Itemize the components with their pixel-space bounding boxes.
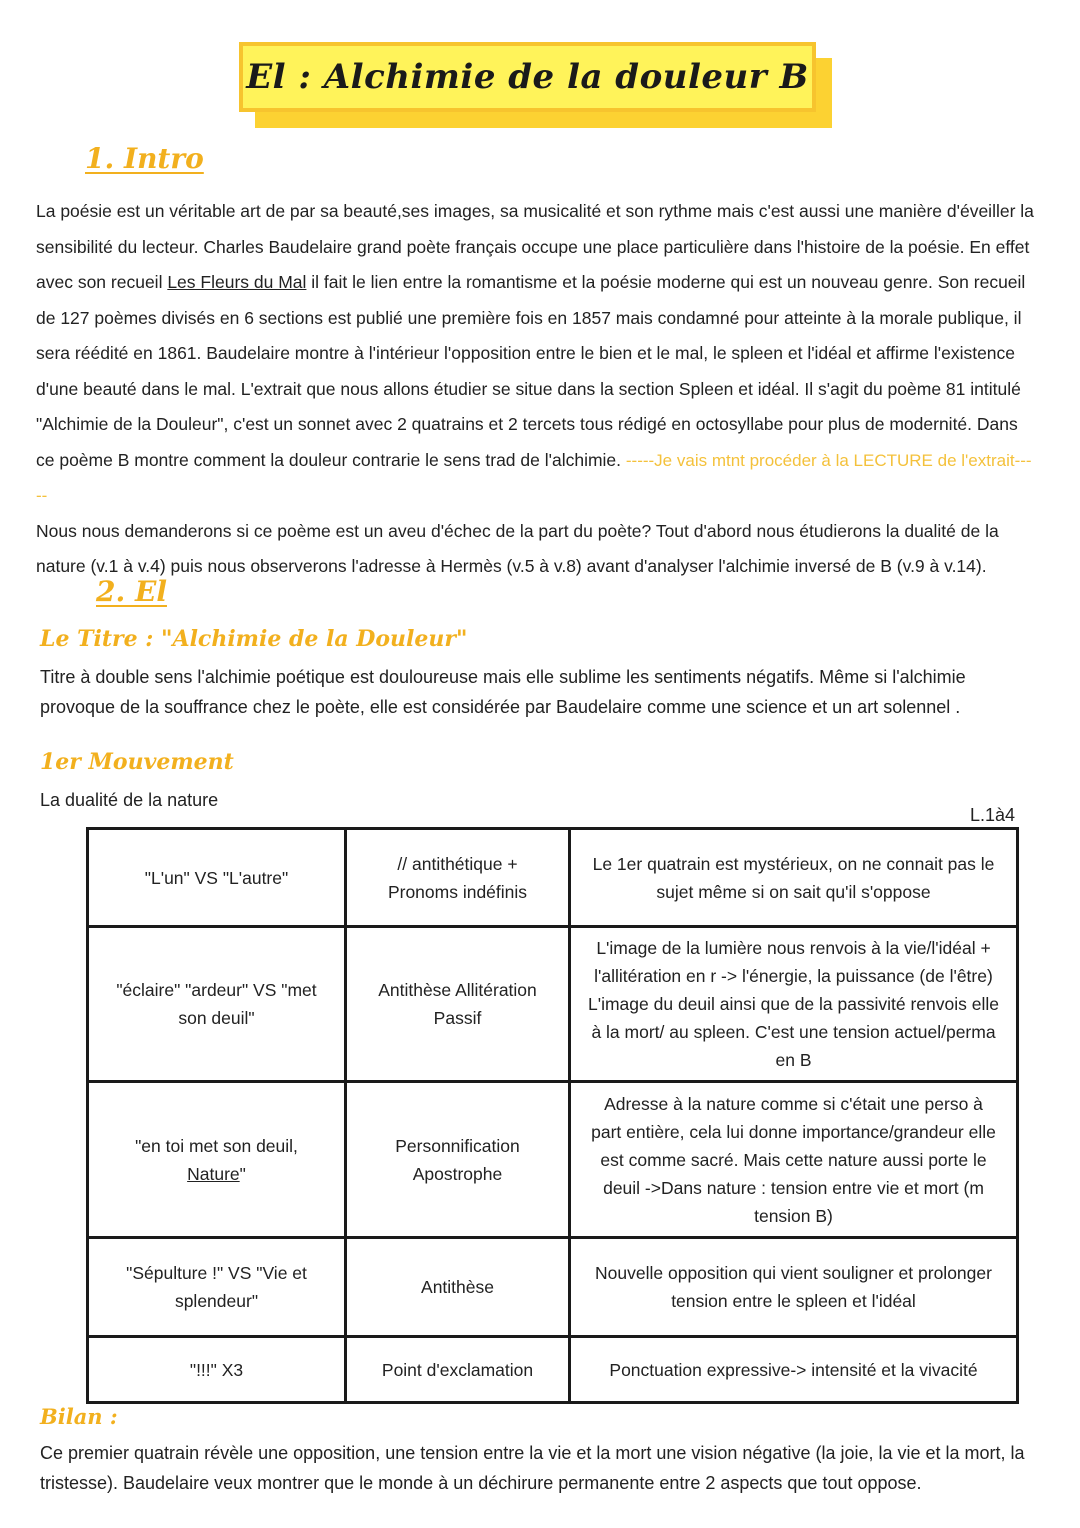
- table-row: [88, 1082, 1018, 1238]
- device-cell: Point d'exclamation: [346, 1337, 570, 1403]
- quote-cell: "!!!" X3: [88, 1337, 346, 1403]
- table-row: [88, 1238, 1018, 1337]
- quote-text-b: ": [239, 1163, 246, 1184]
- movement-subtitle: La dualité de la nature: [40, 790, 219, 810]
- intro-text-a: La poésie est un véritable art de par sa beauté,ses images, sa musicalité et son rythme mais c'est aussi une manière d'éveiller la sensibilité du lecteur. Charles Baudelaire grand poète français occupe une place particulière dans l'histoire de la poésie. En effet avec son recueil: [36, 201, 1034, 292]
- table-row: [88, 927, 1018, 1082]
- title-banner: [239, 42, 816, 112]
- analysis-cell: Adresse à la nature comme si c'était une perso à part entière, cela lui donne importance/grandeur elle est comme sacré. Mais cette nature aussi porte le deuil ->Dans nature : tension entre vie et mort (m tension B): [570, 1082, 1018, 1238]
- page-title: El : Alchimie de la douleur B: [246, 57, 809, 97]
- analysis-cell: L'image de la lumière nous renvois à la vie/l'idéal + l'allitération en r -> l'énergie, la puissance (de l'être) L'image du deuil ainsi que de la passivité renvois elle à la mort/ au spleen. C'est une tension actuel/perma en B: [570, 927, 1018, 1082]
- el-heading: 2. El: [96, 575, 167, 608]
- quote-cell: [88, 1082, 346, 1238]
- device-cell: // antithétique + Pronoms indéfinis: [346, 829, 570, 927]
- intro-heading: 1. Intro: [85, 142, 204, 175]
- lines-reference: L.1à4: [970, 805, 1016, 825]
- quote-cell: "éclaire" "ardeur" VS "met son deuil": [88, 927, 346, 1082]
- problematic-text: Nous nous demanderons si ce poème est un aveu d'échec de la part du poète? Tout d'abord nous étudierons la dualité de la nature (v.1 à v.4) puis nous observerons l'adresse à Hermès (v.5 à v.8) avant d'analyser l'alchimie inversé de B (v.9 à v.14).: [36, 520, 999, 576]
- book-title: Les Fleurs du Mal: [167, 272, 307, 292]
- quote-text-a: "en toi met son deuil,: [135, 1135, 298, 1156]
- table-row: [88, 829, 1018, 927]
- device-cell: Antithèse: [346, 1238, 570, 1337]
- bilan-heading: Bilan :: [40, 1404, 118, 1429]
- quote-cell: "Sépulture !" VS "Vie et splendeur": [88, 1238, 346, 1337]
- analysis-cell: Ponctuation expressive-> intensité et la vivacité: [570, 1337, 1018, 1403]
- quote-nature: Nature: [187, 1163, 240, 1184]
- device-cell: Antithèse Allitération Passif: [346, 927, 570, 1082]
- device-cell: Personnification Apostrophe: [346, 1082, 570, 1238]
- analysis-cell: Nouvelle opposition qui vient souligner et prolonger tension entre le spleen et l'idéal: [570, 1238, 1018, 1337]
- table-row: [88, 1337, 1018, 1403]
- analysis-table: [86, 827, 1019, 1404]
- reading-note: -----Je vais mtnt procéder à la LECTURE de l'extrait-----: [36, 450, 1032, 505]
- intro-paragraph: [36, 194, 1036, 585]
- bilan-text: Ce premier quatrain révèle une opposition, une tension entre la vie et la mort une vision négative (la joie, la vie et la mort, la tristesse). Baudelaire veux montrer que le monde à un déchirure permanente entre 2 aspects que tout oppose.: [40, 1443, 1025, 1493]
- quote-cell: "L'un" VS "L'autre": [88, 829, 346, 927]
- movement-heading: 1er Mouvement: [40, 749, 234, 775]
- analysis-cell: Le 1er quatrain est mystérieux, on ne connait pas le sujet même si on sait qu'il s'oppose: [570, 829, 1018, 927]
- title-analysis-text: Titre à double sens l'alchimie poétique est douloureuse mais elle sublime les sentiments négatifs. Même si l'alchimie provoque de la souffrance chez le poète, elle est considérée par Baudelaire comme une science et un art solennel .: [40, 667, 966, 717]
- title-analysis-heading: Le Titre : "Alchimie de la Douleur": [40, 626, 468, 652]
- intro-text-b: il fait le lien entre la romantisme et la poésie moderne qui est un nouveau genre. Son recueil de 127 poèmes divisés en 6 sections est publié une première fois en 1857 mais condamné pour atteinte à la morale publique, il sera réédité en 1861. Baudelaire montre à l'intérieur l'opposition entre le bien et le mal, le spleen et l'idéal et affirme l'existence d'une beauté dans le mal. L'extrait que nous allons étudier se situe dans la section Spleen et idéal. Il s'agit du poème 81 intitulé "Alchimie de la Douleur", c'est un sonnet avec 2 quatrains et 2 tercets tous rédigé en octosyllabe pour plus de modernité. Dans ce poème B montre comment la douleur contrarie le sens trad de l'alchimie.: [36, 272, 1026, 470]
